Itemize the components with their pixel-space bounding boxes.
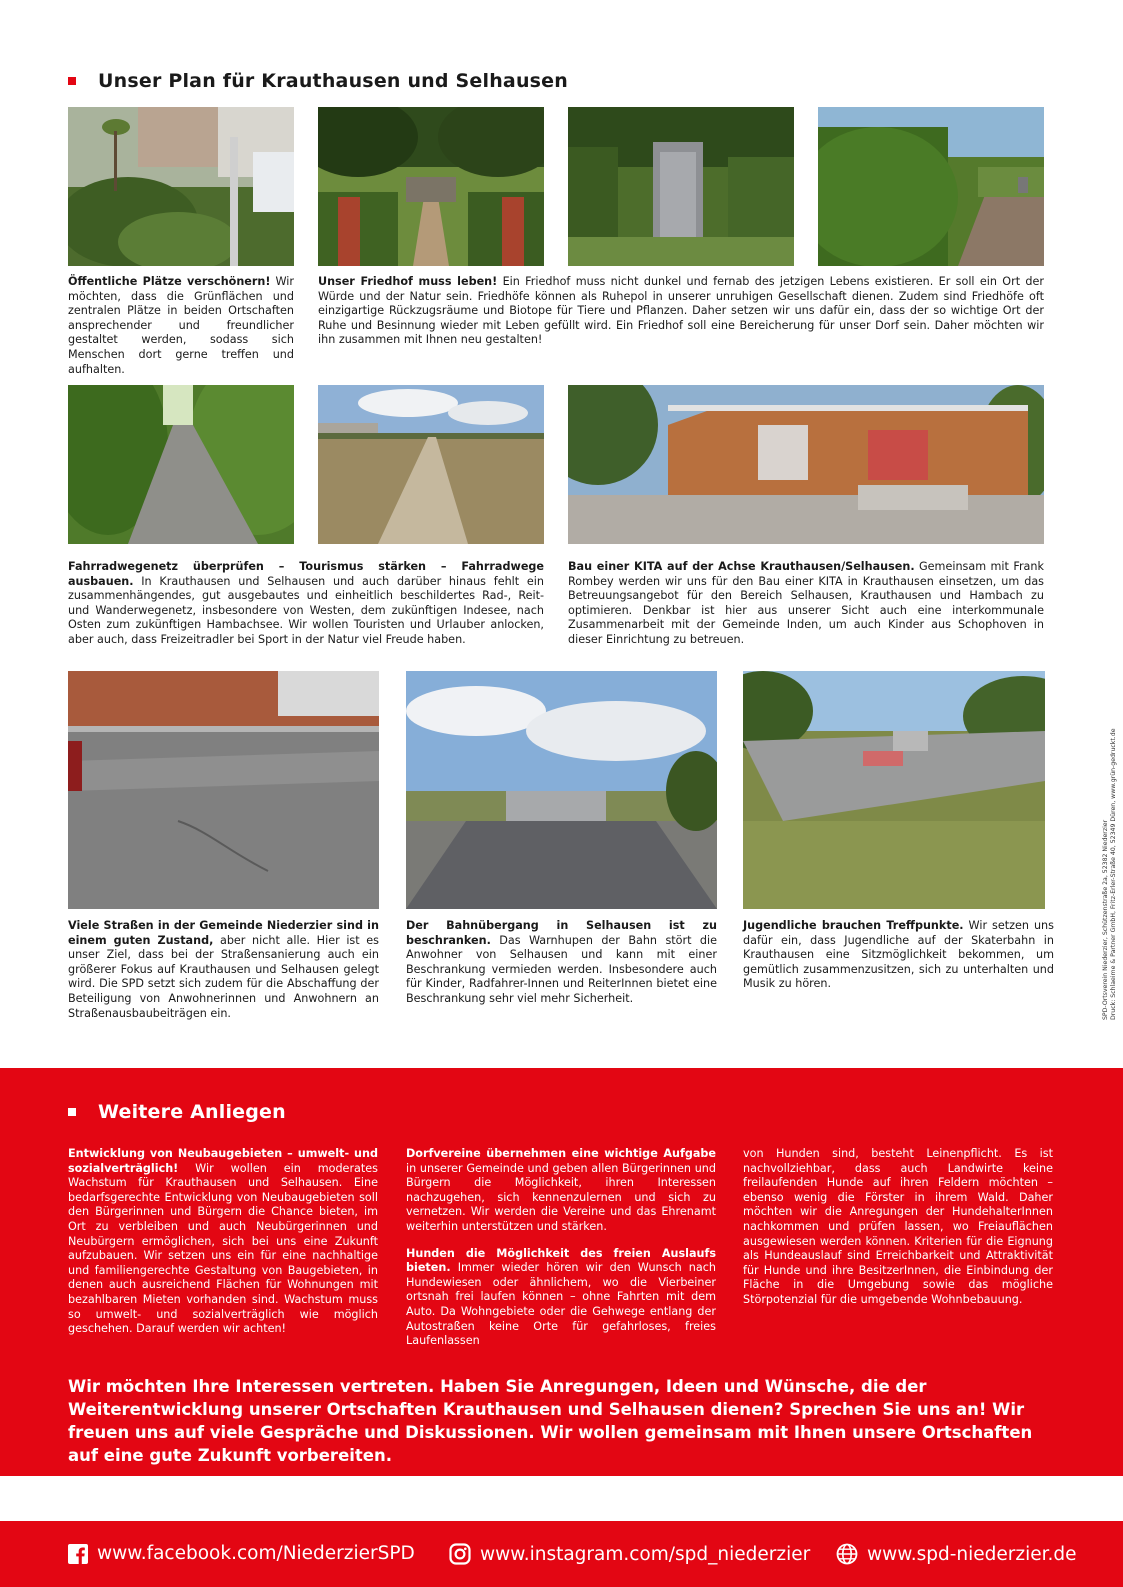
photo-urn-wall: [568, 107, 794, 266]
photo-cemetery-hedge: [818, 107, 1044, 266]
print-credit: SPD-Ortsverein Niederzier, Schützenstraße 2a, 52382 Niederzier Druck: Schlaeime & Partner GmbH, Fritz-Erler-Straße 40, 52349 Düren, www.grün-gedruckt.de: [1102, 728, 1117, 1020]
bullet-icon: [68, 77, 76, 85]
column-clubs-dogs: Dorfvereine übernehmen eine wichtige Aufgabe in unserer Gemeinde und geben allen Bürgerinnen und Bürgern die Möglichkeit, ihren Interessen nachzugehen, sich kennenzulernen und sich zu vernetzen. Wir werden die Vereine und das Ehrenamt weiterhin unterstützen und stärken. Hunden die Möglichkeit des freien Auslaufs bieten. Immer wieder hören wir den Wunsch nach Hundewiesen oder ähnlichem, wo die Vierbeiner ortsnah frei laufen können – ohne Fahrten mit dem Auto. Da Wohngebiete oder die Gehwege entlang der Autostraßen keine Orte für gefahrloses, freies Laufenlassen: [406, 1147, 716, 1348]
instagram-link[interactable]: www.instagram.com/spd_niederzier: [449, 1543, 810, 1565]
photo-road: [68, 671, 379, 909]
photo-field-path: [318, 385, 544, 544]
caption-youth: Jugendliche brauchen Treffpunkte. Wir setzen uns dafür ein, dass Jugendliche auf der Skaterbahn in Krauthausen eine Sitzmöglichkeit bekommen, um gemütlich zusammenzusitzen, sich zu unterhalten und Musik zu hören.: [743, 919, 1054, 991]
caption-streets: Viele Straßen in der Gemeinde Niederzier sind in einem guten Zustand, aber nicht alle. Hier ist es unser Ziel, dass bei der Straßensanierung auch ein größerer Fokus auf Krauthausen und Selhausen gelegt wird. Die SPD setzt sich zudem für die Abschaffung der Beteiligung von Anwohnerinnen und Anwohnern an Straßenausbaubeiträgen ein.: [68, 919, 379, 1020]
facebook-icon: [68, 1544, 88, 1564]
closing-appeal: Wir möchten Ihre Interessen vertreten. Haben Sie Anregungen, Ideen und Wünsche, die der Weiterentwicklung unserer Ortschaften Krauthausen und Selhausen dienen? Sprechen Sie uns an! Wir freuen uns auf viele Gespräche und Diskussionen. Wir wollen gemeinsam mit Ihnen unsere Ortschaften auf eine gute Zukunft vorbereiten.: [68, 1377, 1033, 1465]
facebook-link[interactable]: www.facebook.com/NiederzierSPD: [68, 1543, 415, 1564]
caption-kita: Bau einer KITA auf der Achse Krauthausen/Selhausen. Gemeinsam mit Frank Rombey werden wir uns für den Bau einer KITA in Krauthausen einsetzen, um das Betreuungsangebot für den Bereich Selhausen, Krauthausen und Hambach zu optimieren. Denkbar ist hier aus unserer Sicht auch eine interkommunale Zusammenarbeit mit der Gemeinde Inden, um auch Kinder aus Schophoven in dieser Einrichtung zu betreuen.: [568, 560, 1044, 646]
photo-public-square: [68, 107, 294, 266]
photo-kita-building: [568, 385, 1044, 544]
globe-icon: [836, 1543, 858, 1565]
column-dogs-continued: von Hunden sind, besteht Leinenpflicht. Es ist nachvollziehbar, dass auch Landwirte keine freilaufenden Hunde auf ihren Feldern möchten – ebenso wenig die Förster in ihrem Wald. Daher möchten wir die Anregungen der HundehalterInnen nachkommen und prüfen lassen, wo Freiauflächen ausgewiesen werden können. Kriterien für die Eignung als Hundeauslauf sind Erreichbarkeit und Attraktivität für Hunde und ihre BesitzerInnen, die Einbindung der Fläche in die Umgebung sowie das mögliche Störpotenzial für die umgebende Wohnbebauung.: [743, 1147, 1053, 1306]
photo-cemetery-entrance: [318, 107, 544, 266]
website-link[interactable]: www.spd-niederzier.de: [836, 1543, 1077, 1565]
caption-cemetery: Unser Friedhof muss leben! Ein Friedhof muss nicht dunkel und fernab des jetzigen Lebens existieren. Er soll ein Ort der Würde und der Natur sein. Friedhöfe können als Ruhepol in unserer unruhigen Gesellschaft dienen. Zudem sind Friedhöfe oft einzigartige Rückzugsräume und Biotope für Tiere und Pflanzen. Daher setzen wir uns dafür ein, dass der so wichtige Ort der Ruhe und Besinnung wieder mit Leben gefüllt wird. Ein Friedhof soll eine Bereicherung für unser Dorf sein. Daher möchten wir ihn zusammen mit Ihnen neu gestalten!: [318, 275, 1044, 347]
photo-skate-park: [743, 671, 1045, 909]
caption-bike-network: Fahrradwegenetz überprüfen – Tourismus stärken – Fahrradwege ausbauen. In Krauthausen und Selhausen und auch darüber hinaus fehlt ein zusammenhängendes, gut ausgebautes und einheitlich beschildertes Rad-, Reit- und Wanderwegenetz, insbesondere von Westen, dem zukünftigen Indesee, nach Osten zum zukünftigen Hambachsee. Wir wollen Touristen und Urlauber anlocken, aber auch, dass Freizeitradler bei Sport in der Natur viel Freude haben.: [68, 560, 544, 646]
bullet-icon: [68, 1108, 76, 1116]
caption-public-squares: Öffentliche Plätze verschönern! Wir möchten, dass die Grünflächen und zentralen Plätze in beiden Ortschaften ansprechender und freundlicher gestaltet werden, sodass sich Menschen dort gerne treffen und aufhalten.: [68, 275, 294, 376]
photo-rail-crossing: [406, 671, 717, 909]
section-title-plan: Unser Plan für Krauthausen und Selhausen: [68, 70, 568, 92]
instagram-icon: [449, 1543, 471, 1565]
section-title-further-concerns: Weitere Anliegen: [68, 1101, 286, 1123]
caption-rail-crossing: Der Bahnübergang in Selhausen ist zu beschranken. Das Warnhupen der Bahn stört die Anwohner von Selhausen und kann mit einer Beschrankung vermieden werden. Insbesondere auch für Kinder, Radfahrer-Innen und ReiterInnen bietet eine Beschrankung sehr viel mehr Sicherheit.: [406, 919, 717, 1005]
photo-bike-path-hedges: [68, 385, 294, 544]
column-new-development: Entwicklung von Neubaugebieten – umwelt- und sozialverträglich! Wir wollen ein moderates Wachstum für Krauthausen und Selhausen. Eine bedarfsgerechte Entwicklung von Neubaugebieten soll den Bürgerinnen und Bürgern die Chance bieten, im Ort zu verbleiben und auch Neubürgerinnen und Neubürgern ermöglichen, sich bei uns eine Zukunft aufzubauen. Wir setzen uns ein für eine nachhaltige und familiengerechte Gestaltung von Baugebieten, in denen auch ausreichend Flächen für Wohnungen mit bezahlbaren Mieten vorhanden sind. Wachstum muss so umwelt- und sozialverträglich wie möglich geschehen. Darauf werden wir achten!: [68, 1147, 378, 1336]
